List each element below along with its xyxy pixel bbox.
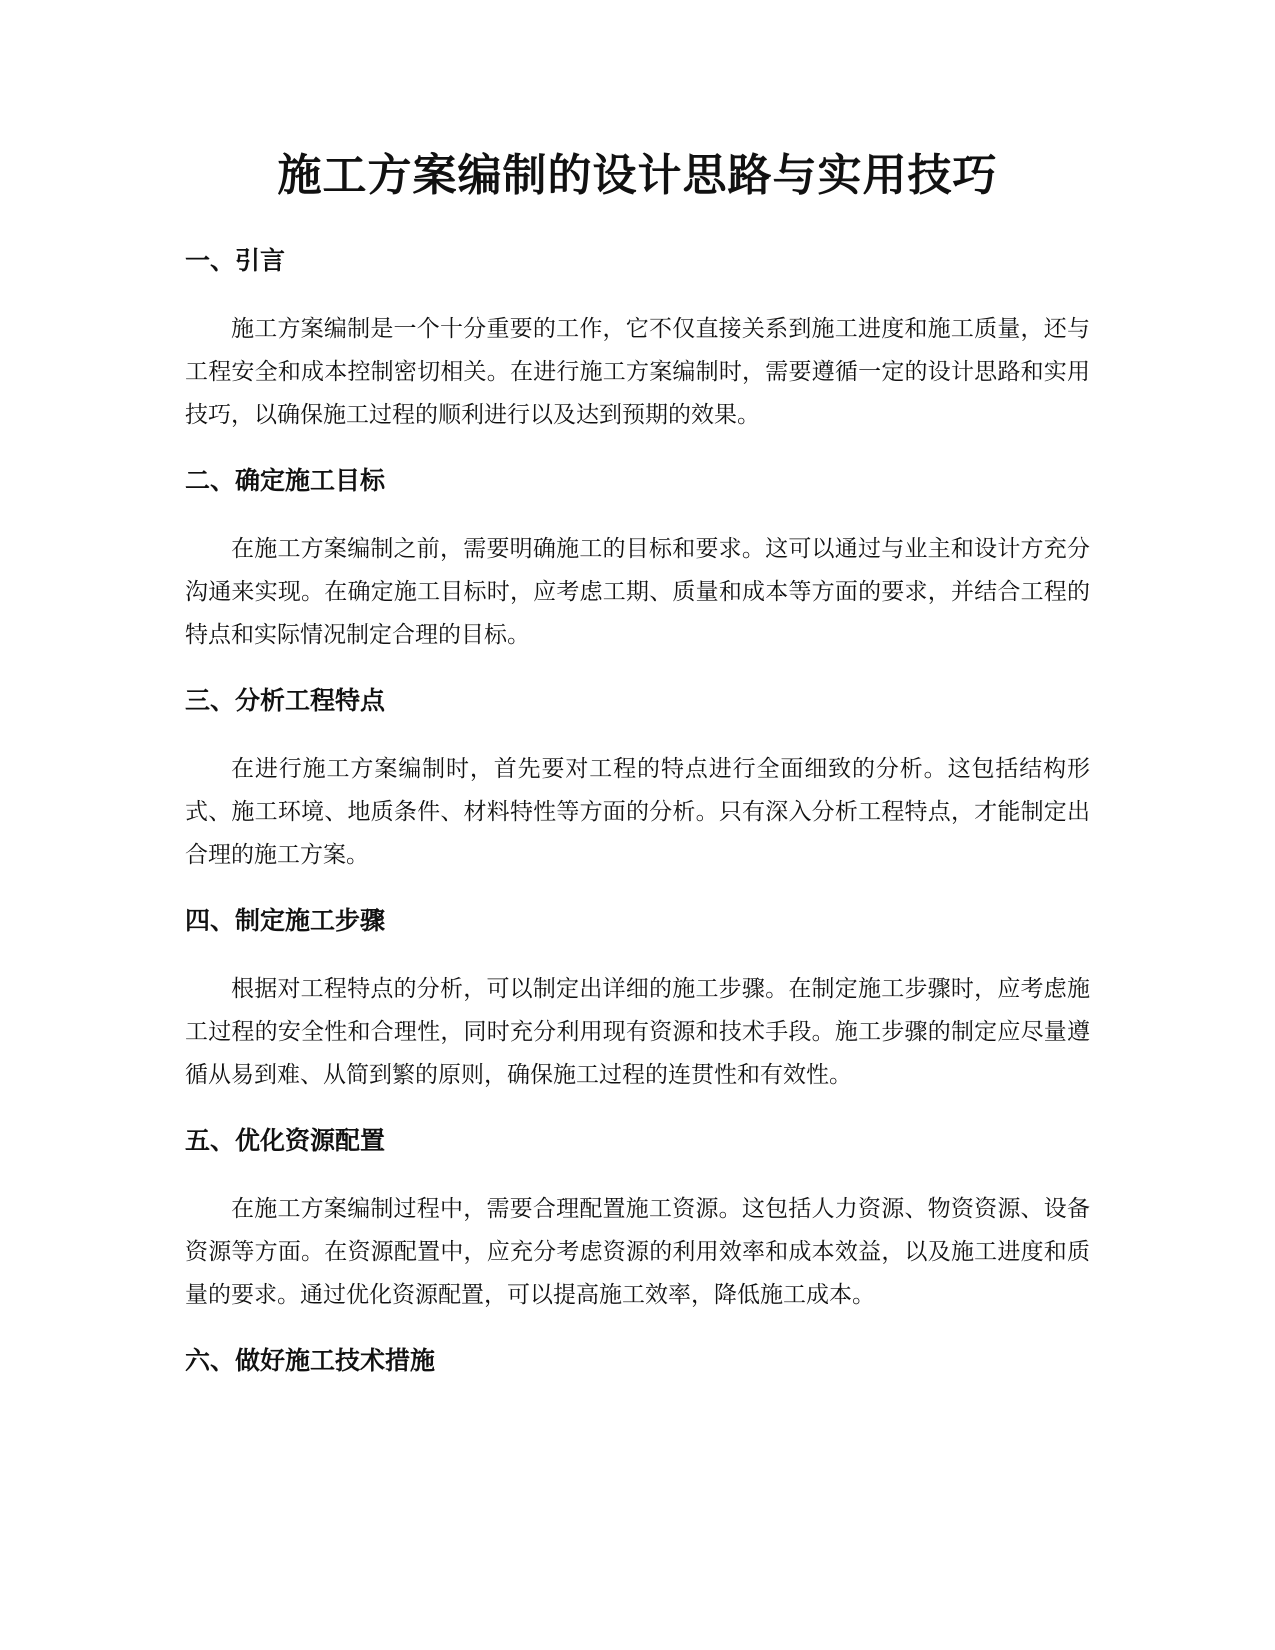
section-heading: 一、引言 [185,246,286,275]
document-title: 施工方案编制的设计思路与实用技巧 [277,150,998,201]
section-construction-goals [185,464,1090,657]
section-heading: 五、优化资源配置 [185,1126,386,1155]
section-paragraph: 根据对工程特点的分析，可以制定出详细的施工步骤。在制定施工步骤时，应考虑施工过程的安全性和合理性，同时充分利用现有资源和技术手段。施工步骤的制定应尽量遵循从易到难、从简到繁的原则，确保施工过程的连贯性和有效性。 [185,976,1090,1088]
section-heading: 三、分析工程特点 [185,686,386,715]
section-paragraph: 施工方案编制是一个十分重要的工作，它不仅直接关系到施工进度和施工质量，还与工程安全和成本控制密切相关。在进行施工方案编制时，需要遵循一定的设计思路和实用技巧，以确保施工过程的顺利进行以及达到预期的效果。 [185,316,1090,428]
section-project-characteristics [185,684,1090,877]
section-paragraph: 在进行施工方案编制时，首先要对工程的特点进行全面细致的分析。这包括结构形式、施工环境、地质条件、材料特性等方面的分析。只有深入分析工程特点，才能制定出合理的施工方案。 [185,756,1090,868]
section-heading: 二、确定施工目标 [185,466,386,495]
section-paragraph: 在施工方案编制过程中，需要合理配置施工资源。这包括人力资源、物资资源、设备资源等方面。在资源配置中，应充分考虑资源的利用效率和成本效益，以及施工进度和质量的要求。通过优化资源配置，可以提高施工效率，降低施工成本。 [185,1196,1090,1308]
section-construction-steps [185,904,1090,1097]
section-resource-allocation [185,1124,1090,1317]
section-paragraph: 在施工方案编制之前，需要明确施工的目标和要求。这可以通过与业主和设计方充分沟通来实现。在确定施工目标时，应考虑工期、质量和成本等方面的要求，并结合工程的特点和实际情况制定合理的目标。 [185,536,1090,648]
section-technical-measures [185,1344,1090,1378]
document-content [185,244,1090,1408]
section-introduction [185,244,1090,437]
section-heading: 六、做好施工技术措施 [185,1346,436,1375]
section-heading: 四、制定施工步骤 [185,906,386,935]
